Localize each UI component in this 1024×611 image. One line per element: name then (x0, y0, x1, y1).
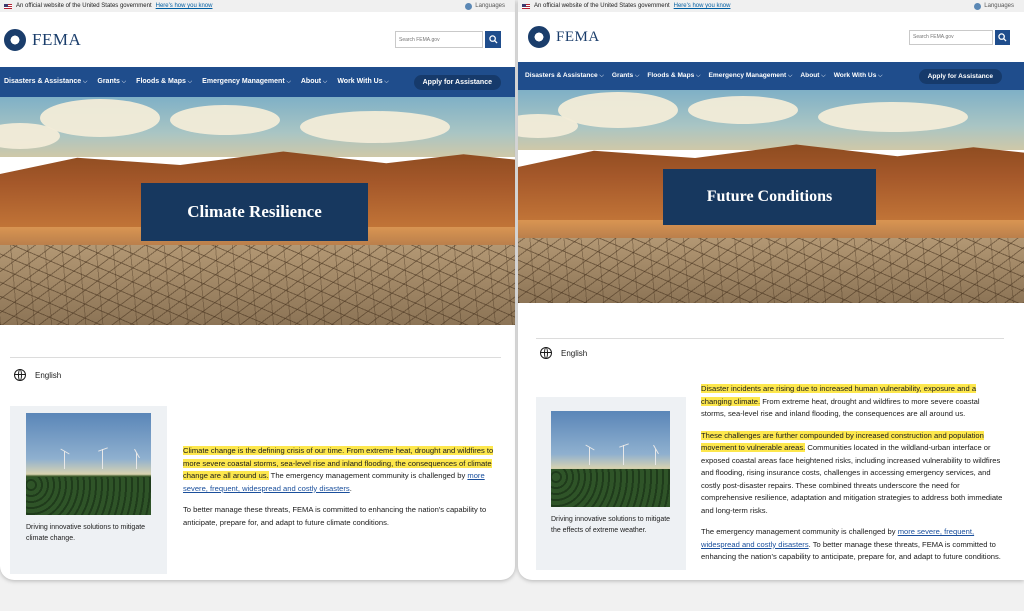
languages-menu[interactable] (465, 3, 505, 10)
nav-work-with-us[interactable]: Work With Us ⌵ (834, 72, 883, 80)
text-segment: The emergency management community is challenged by (701, 527, 898, 537)
text-segment: Communities located in the wildland-urban interface or exposed coastal areas face heightened risks, including increased vulnerability to wildfires and flooding, rising insurance costs, challenges in accessing emergency services, and costly post-disaster repairs. These combined threats underscore the need for comprehensive resilience, adaptation and mitigation strategies to address both immediate and long-term risks. (701, 443, 1003, 515)
site-header (518, 12, 1024, 62)
text-segment: . To better manage these threats, FEMA is committed to enhancing the nation's capability to anticipate, prepare for, and adapt to future conditions. (701, 539, 1001, 562)
main-nav (518, 62, 1024, 90)
search-button[interactable] (995, 30, 1010, 45)
hero-image (0, 97, 515, 325)
dhs-seal-icon (4, 29, 26, 51)
heres-how-link[interactable]: Here's how you know (155, 3, 213, 9)
hero-image (518, 90, 1024, 303)
text-segment: From extreme heat, drought and wildfires to more severe coastal storms, sea-level rise and inland flooding, the consequences are all around us. (701, 396, 980, 419)
fema-logo[interactable] (528, 26, 600, 48)
language-selector[interactable] (14, 369, 61, 381)
site-header (0, 12, 515, 67)
language-label: English (35, 370, 62, 380)
body-text (183, 445, 501, 538)
fema-logo[interactable] (4, 29, 81, 51)
nav-floods-maps[interactable]: Floods & Maps ⌵ (647, 72, 700, 80)
logo-text: FEMA (32, 29, 82, 49)
globe-icon (14, 369, 26, 381)
nav-grants[interactable]: Grants ⌵ (612, 72, 639, 80)
highlighted-text: These challenges are further compounded by increased construction and population movement to vulnerable areas. (701, 430, 984, 453)
nav-grants[interactable]: Grants ⌵ (97, 78, 126, 86)
us-flag-icon (522, 4, 530, 9)
language-label: English (561, 348, 588, 358)
nav-floods-maps[interactable]: Floods & Maps ⌵ (136, 78, 192, 86)
image-caption: Driving innovative solutions to mitigate climate change. (26, 524, 146, 542)
heres-how-link[interactable]: Here's how you know (673, 3, 731, 9)
languages-menu[interactable] (974, 3, 1014, 10)
image-card (536, 397, 686, 570)
paragraph-1 (183, 445, 501, 495)
globe-icon (465, 3, 472, 10)
logo-text: FEMA (556, 28, 600, 45)
search-input[interactable] (909, 30, 993, 45)
page-future-conditions (518, 0, 1024, 580)
costly-disasters-link[interactable]: more severe, frequent, widespread and costly disasters (183, 471, 485, 493)
main-nav (0, 67, 515, 97)
nav-disasters[interactable]: Disasters & Assistance ⌵ (4, 78, 87, 86)
nav-disasters[interactable]: Disasters & Assistance ⌵ (525, 72, 604, 80)
search-input[interactable] (395, 31, 483, 48)
gov-banner (518, 0, 1024, 12)
hero-title: Future Conditions (663, 169, 876, 225)
languages-label: Languages (475, 3, 505, 9)
globe-icon (974, 3, 981, 10)
language-selector[interactable] (540, 347, 587, 359)
apply-for-assistance-button[interactable]: Apply for Assistance (919, 69, 1002, 84)
official-site-text: An official website of the United States government (534, 3, 670, 9)
paragraph-2: To better manage these threats, FEMA is committed to enhancing the nation's capability to anticipate, prepare for, and adapt to future climate conditions. (183, 505, 487, 527)
nav-emergency-management[interactable]: Emergency Management ⌵ (709, 72, 793, 80)
divider (10, 357, 501, 358)
page-climate-resilience (0, 0, 515, 580)
nav-about[interactable]: About ⌵ (301, 78, 327, 86)
costly-disasters-link[interactable]: more severe, frequent, widespread and costly disasters (701, 527, 975, 549)
nav-about[interactable]: About ⌵ (800, 72, 825, 80)
gov-banner (0, 0, 515, 12)
apply-for-assistance-button[interactable]: Apply for Assistance (414, 75, 501, 90)
highlighted-text: Climate change is the defining crisis of our time. From extreme heat, drought and wildfires to more severe coastal storms, sea-level rise and inland flooding, the consequences of climate change are all around us. (183, 446, 494, 481)
dhs-seal-icon (528, 26, 550, 48)
search-icon (998, 33, 1007, 42)
image-caption: Driving innovative solutions to mitigate the effects of extreme weather. (551, 516, 671, 534)
paragraph-2 (701, 430, 1004, 518)
image-card (10, 406, 167, 574)
search-bar (909, 30, 1010, 45)
wind-turbines-image (551, 411, 670, 507)
search-bar (395, 31, 501, 48)
paragraph-1 (701, 383, 1004, 421)
wind-turbines-image (26, 413, 151, 515)
hero-title: Climate Resilience (141, 183, 368, 241)
search-button[interactable] (485, 31, 501, 48)
paragraph-3 (701, 526, 1004, 564)
body-text (701, 383, 1004, 573)
search-icon (489, 35, 498, 44)
globe-icon (540, 347, 552, 359)
nav-work-with-us[interactable]: Work With Us ⌵ (337, 78, 389, 86)
official-site-text: An official website of the United States government (16, 3, 152, 9)
highlighted-text: Disaster incidents are rising due to increased human vulnerability, exposure and a changing climate. (701, 384, 977, 406)
divider (536, 338, 1004, 339)
text-segment: The emergency management community is challenged by (268, 471, 468, 481)
text-segment: . (349, 483, 352, 493)
nav-emergency-management[interactable]: Emergency Management ⌵ (202, 78, 291, 86)
languages-label: Languages (984, 3, 1014, 9)
us-flag-icon (4, 4, 12, 9)
